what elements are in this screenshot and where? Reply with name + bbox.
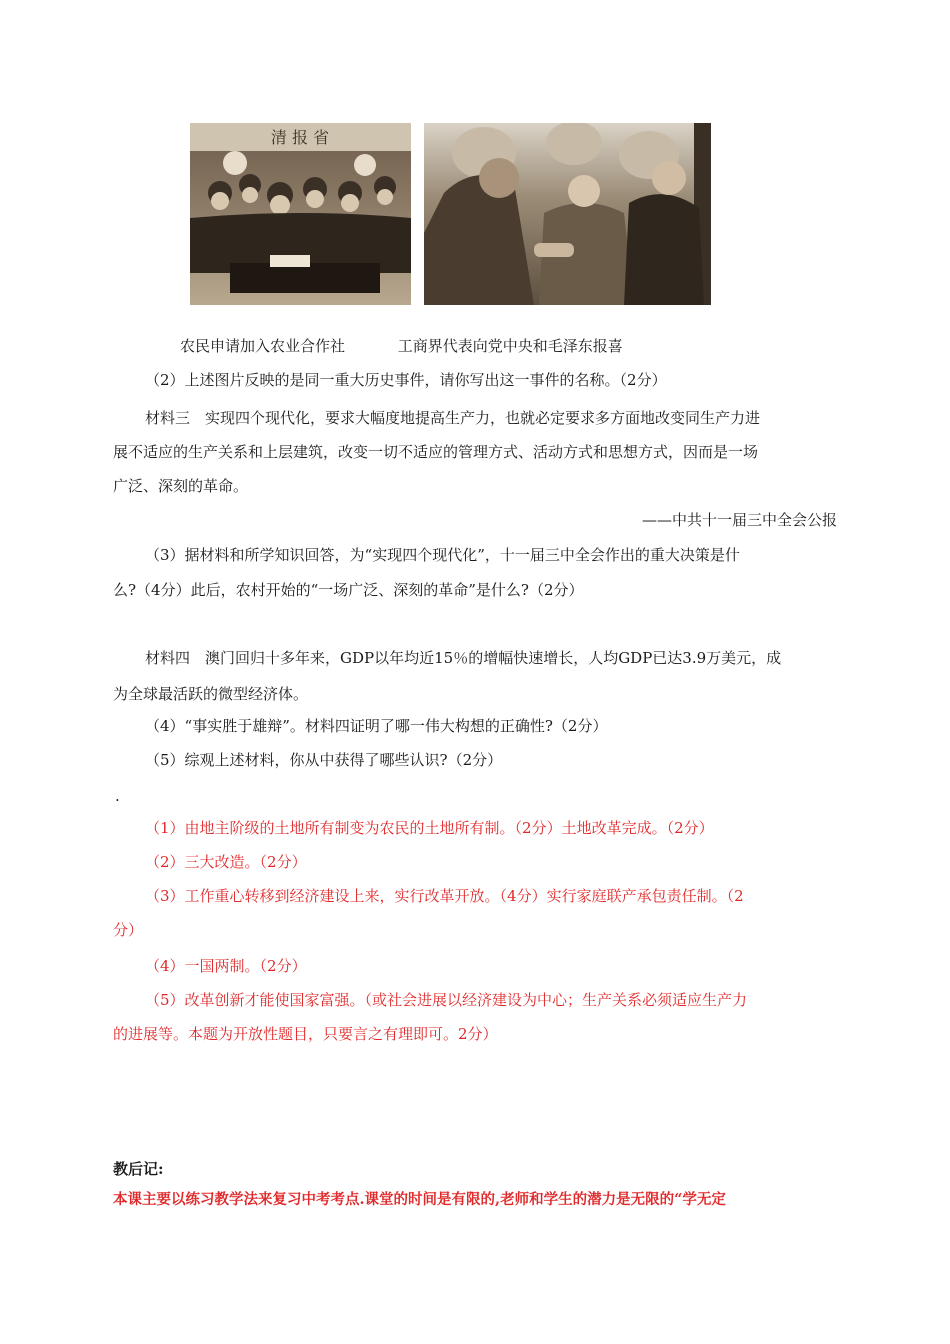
material-3-line-2: 展不适应的生产关系和上层建筑，改变一切不适应的管理方式、活动方式和思想方式，因而是一场 — [113, 443, 759, 461]
answer-3-line-1: （3）工作重心转移到经济建设上来，实行改革开放。（4分）实行家庭联产承包责任制。（2 — [145, 887, 744, 905]
caption-left: 农民申请加入农业合作社 — [180, 337, 346, 355]
answer-5-line-1: （5）改革创新才能使国家富强。（或社会进展以经济建设为中心；生产关系必须适应生产力 — [145, 991, 748, 1009]
answer-1: （1）由地主阶级的土地所有制变为农民的土地所有制。（2分）土地改革完成。（2分） — [145, 819, 714, 837]
photo-business-representatives — [424, 123, 711, 305]
question-3-line-2: 么?（4分）此后，农村开始的“一场广泛、深刻的革命”是什么?（2分） — [113, 581, 584, 599]
stray-dot: . — [115, 787, 120, 805]
photo-captions — [180, 336, 623, 356]
material-3-line-3: 广泛、深刻的革命。 — [113, 477, 249, 495]
notes-text: 本课主要以练习教学法来复习中考考点.课堂的时间是有限的,老师和学生的潜力是无限的“学无定 — [113, 1191, 726, 1208]
answer-3-line-2: 分） — [113, 921, 144, 939]
question-5: （5）综观上述材料，你从中获得了哪些认识?（2分） — [145, 751, 503, 769]
material-3-line-1: 材料三 实现四个现代化，要求大幅度地提高生产力，也就必定要求多方面地改变同生产力进 — [145, 409, 761, 427]
question-2: （2）上述图片反映的是同一重大历史事件，请你写出这一事件的名称。（2分） — [145, 371, 667, 389]
caption-right: 工商界代表向党中央和毛泽东报喜 — [397, 337, 623, 355]
question-4: （4）“事实胜于雄辩”。材料四证明了哪一伟大构想的正确性?（2分） — [145, 717, 608, 735]
material-4-line-1: 材料四 澳门回归十多年来，GDP以年均近15％的增幅快速增长，人均GDP已达3.9万美元，成 — [145, 649, 782, 667]
notes-title: 教后记: — [113, 1160, 164, 1178]
material-4-line-2: 为全球最活跃的微型经济体。 — [113, 685, 309, 703]
photo-banner-text: 清 报 省 — [270, 128, 330, 147]
material-3-source: ——中共十一届三中全会公报 — [641, 511, 837, 529]
answer-2: （2）三大改造。（2分） — [145, 853, 307, 871]
answer-5-line-2: 的进展等。本题为开放性题目，只要言之有理即可。2分） — [113, 1025, 498, 1043]
answer-4: （4）一国两制。（2分） — [145, 957, 307, 975]
photo-farmers-cooperative — [190, 123, 411, 305]
question-3-line-1: （3）据材料和所学知识回答，为“实现四个现代化”，十一届三中全会作出的重大决策是什 — [145, 546, 740, 564]
